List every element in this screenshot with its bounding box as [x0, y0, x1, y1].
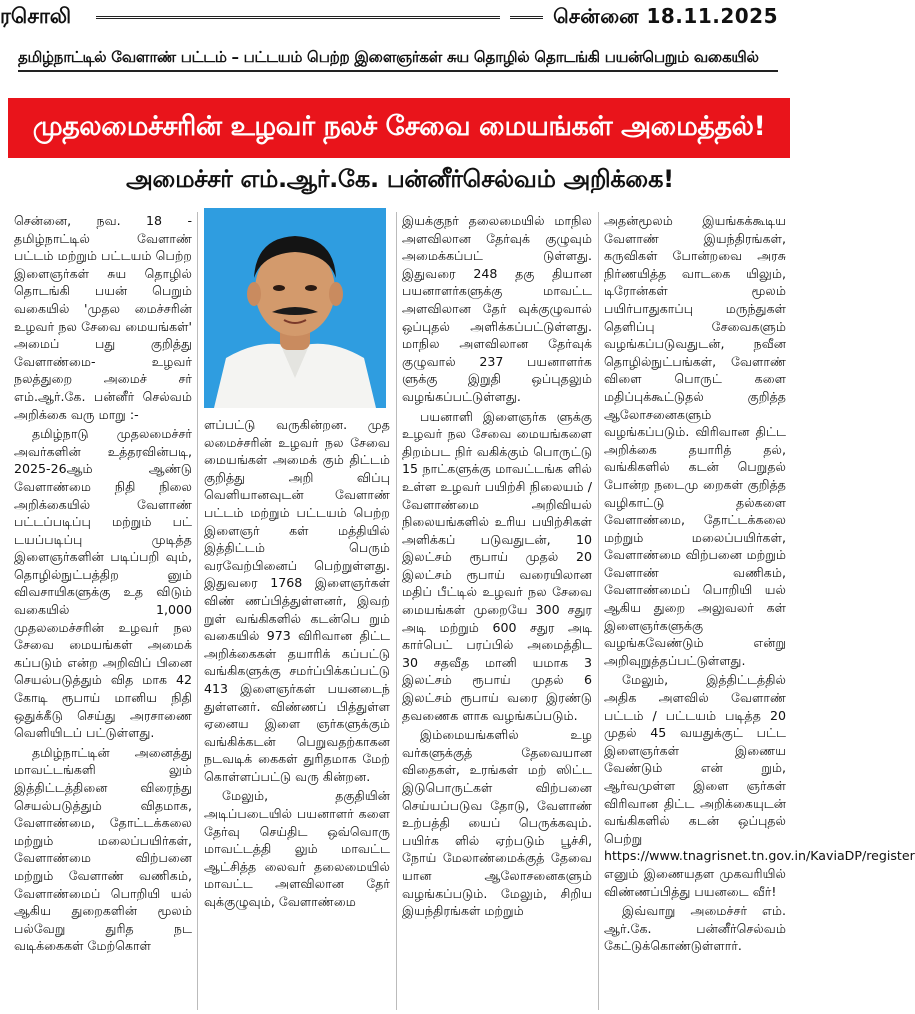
- article-column-2: [204, 416, 390, 913]
- paragraph: சென்னை, நவ. 18 - தமிழ்நாட்டில் வேளாண் பட்டம் மற்றும் பட்டயம் பெற்ற இளைஞர்கள் சுய தொழில் தொடங்கி பயன் பெறும் வகையில் 'முதல மைச்சரின் உழவர் நல சேவை மையங்கள்' அமைப் பது குறித்து வேளாண்மை- உழவர் நலத்துறை அமைச் சர் எம்.ஆர்.கே. பன்னீர் செல்வம் அறிக்கை வரு மாறு :-: [14, 213, 192, 422]
- subheadline: அமைச்சர் எம்.ஆர்.கே. பன்னீர்செல்வம் அறிக்கை!: [126, 165, 674, 193]
- paragraph: இயக்குநர் தலைமையில் மாநில அளவிலான தேர்வுக் குழுவும் அமைக்கப்பட் டுள்ளது. இதுவரை 248 தகு தியான பயனாளர்களுக்கு மாவட்ட அளவிலான தேர் வுக்குழுவால் ஒப்புதல் அளிக்கப்பட்டுள்ளது. மாநில அளவிலான தேர்வுக் குழுவால் 237 பயனாளர்க ளுக்கு இறுதி ஒப்புதலும் வழங்கப்பட்டுள்ளது.: [402, 213, 592, 404]
- paragraph: இம்மையங்களில் உழ வர்களுக்குத் தேவையான விதைகள், உரங்கள் மற் ஸிட்ட இடுபொருட்கள் விற்பனை செய்யப்படுவ தோடு, வேளாண் உற்பத்தி யைப் பெருக்கவும். பயிர்க ளில் ஏற்படும் பூச்சி, நோய் மேலாண்மைக்குத் தேவை யான ஆலோசனைகளும் வழங்கப்படும். மேலும், சிறிய இயந்திரங்கள் மற்றும்: [402, 727, 592, 919]
- masthead-rule: [510, 16, 543, 19]
- article-column-4: [604, 212, 915, 957]
- paragraph: தமிழ்நாட்டின் அனைத்து மாவட்டங்களி லும் இத்திட்டத்தினை விரைந்து செயல்படுத்தும் விதமாக, வேளாண்மை, தோட்டக்கலை மற்றும் மலைப்பயிர்கள், வேளாண்மை விற்பனை மற்றும் வேளாண் வணிகம், வேளாண்மைப் பொறியி யல் ஆகிய துறைகளின் மூலம் பல்வேறு துரித நட வடிக்கைகள் மேற்கொள்: [14, 744, 192, 954]
- column-divider: [396, 212, 397, 1010]
- paragraph: மேலும், இத்திட்டத்தில் அதிக அளவில் வேளாண் பட்டம் / பட்டயம் படித்த 20 முதல் 45 வயதுக்குட் பட்ட இளைஞர்கள் இணைய வேண்டும் என் றும், ஆர்வமுள்ள இளை ஞர்கள் விரிவான திட்ட அறிக்கையுடன் வங்கிகளில் கடன் ஒப்புதல் பெற்று https://www.tnagrisnet.tn.gov.in/KaviaDP/register எனும் இணையதள முகவரியில் விண்ணப்பித்து பயனடை வீர்!: [604, 672, 915, 899]
- paragraph: இவ்வாறு அமைச்சர் எம். ஆர்.கே. பன்னீர்செல்வம் கேட்டுக்கொண்டுள்ளார்.: [604, 903, 786, 954]
- paragraph: மேலும், தகுதியின் அடிப்படையில் பயனாளர் களை தேர்வு செய்திட ஒவ்வொரு மாவட்டத்தி லும் மாவட்ட ஆட்சித்த லைவர் தலைமையில் மாவட்ட அளவிலான தேர் வுக்குழுவும், வேளாண்மை: [204, 788, 390, 910]
- minister-portrait-image: [204, 208, 386, 408]
- minister-photo: [204, 208, 386, 408]
- article-column-3: [402, 212, 592, 922]
- headline-text: முதலமைச்சரின் உழவர் நலச் சேவை மையங்கள் அமைத்தல்!: [32, 110, 766, 142]
- kicker-line: தமிழ்நாட்டில் வேளாண் பட்டம் – பட்டயம் பெற்ற இளைஞர்கள் சுய தொழில் தொடங்கி பயன்பெறும் வகையில்: [18, 48, 778, 72]
- column-divider: [598, 212, 599, 1010]
- headline-banner: [8, 98, 790, 158]
- city-date-line: சென்னை 18.11.2025: [553, 4, 778, 28]
- column-divider: [197, 212, 198, 1010]
- masthead-rule: [96, 16, 500, 19]
- paragraph: ளப்பட்டு வருகின்றன. முத லமைச்சரின் உழவர் நல சேவை மையங்கள் அமைக் கும் திட்டம் குறித்து அறி விப்பு வெளியானவுடன் வேளாண் பட்டம் மற்றும் பட்டயம் பெற்ற இளைஞர் கள் மத்தியில் இத்திட்டம் பெரும் வரவேற்பினைப் பெற்றுள்ளது. இதுவரை 1768 இளைஞர்கள் விண் ணப்பித்துள்ளனர், இவற் றுள் வங்கிகளில் கடன்பெ றும் வகையில் 973 விரிவான திட்ட அறிக்கைகள் தயாரிக் கப்பட்டு வங்கிகளுக்கு சமர்ப்பிக்கப்பட்டு 413 இளைஞர்கள் பயனடைந் துள்ளனர். விண்ணப் பித்துள்ள ஏனைய இளை ஞர்களுக்கும் வங்கிக்கடன் பெறுவதற்காகன நடவடிக் கைகள் துரிதமாக மேற் கொள்ளப்பட்டு வரு கின்றன.: [204, 417, 390, 784]
- paragraph: பயனாளி இளைஞர்க ளுக்கு உழவர் நல சேவை மையங்களை திறம்பட நிர் வகிக்கும் பொருட்டு 15 நாட்களுக்கு மாவட்டங்க ளில் உள்ள உழவர் பயிற்சி நிலையம் / வேளாண்மை அறிவியல் நிலையங்களில் உரிய பயிற்சிகள் அளிக்கப் படுவதுடன், 10 இலட்சம் ரூபாய் முதல் 20 இலட்சம் ரூபாய் வரையிலான மதிப் பீட்டில் உழவர் நல சேவை மையங்கள் முறையே 300 சதுர அடி மற்றும் 600 சதுர அடி கார்பெட் பரப்பில் அமைத்திட 30 சதவீத மானி யமாக 3 இலட்சம் ரூபாய் முதல் 6 இலட்சம் ரூபாய் வரை இரண்டு தவணைக ளாக வழங்கப்படும்.: [402, 408, 592, 723]
- newspaper-name: ரசொலி: [0, 4, 72, 28]
- paragraph: தமிழ்நாடு முதலமைச்சர் அவர்களின் உத்தரவின்படி, 2025-26ஆம் ஆண்டு வேளாண்மை நிதி நிலை அறிக்கையில் வேளாண் பட்டப்படிப்பு மற்றும் பட் டயப்படிப்பு முடித்த இளைஞர்களின் படிப்பறி வும், தொழில்நுட்பத்திற னும் விவசாயிகளுக்கு உத விடும் வகையில் 1,000 முதலமைச்சரின் உழவர் நல சேவை மையங்கள் அமைக் கப்படும் என்ற அறிவிப் பினை செயல்படுத்தும் வித மாக 42 கோடி ரூபாய் மானிய நிதி ஒதுக்கீடு செய்து அரசாணை வெளியிடப் பட்டுள்ளது.: [14, 426, 192, 741]
- masthead: [0, 0, 800, 36]
- article-column-1: [14, 212, 192, 957]
- paragraph: அதன்மூலம் இயங்கக்கூடிய வேளாண் இயந்திரங்கள், கருவிகள் போன்றவை அரசு நிர்ணயித்த வாடகை யிலும், டிரோன்கள் மூலம் பயிர்பாதுகாப்பு மருந்துகள் தெளிப்பு சேவைகளும் வழங்கப்படுவதுடன், நவீன தொழில்நுட்பங்கள், வேளாண் விளை பொருட் களை மதிப்புக்கூட்டுதல் குறித்த ஆலோசனைகளும் வழங்கப்படும். விரிவான திட்ட அறிக்கை தயாரித் தல், வங்கிகளில் கடன் பெறுதல் போன்ற நடைமு றைகள் குறித்த வழிகாட்டு தல்களை வேளாண்மை, தோட்டக்கலை மற்றும் மலைப்பயிர்கள், வேளாண்மை விற்பனை மற்றும் வேளாண் வணிகம், வேளாண்மைப் பொறியி யல் ஆகிய துறை அலுவலர் கள் இளைஞர்களுக்கு வழங்கவேண்டும் என்று அறிவுறுத்தப்பட்டுள்ளது.: [604, 213, 786, 668]
